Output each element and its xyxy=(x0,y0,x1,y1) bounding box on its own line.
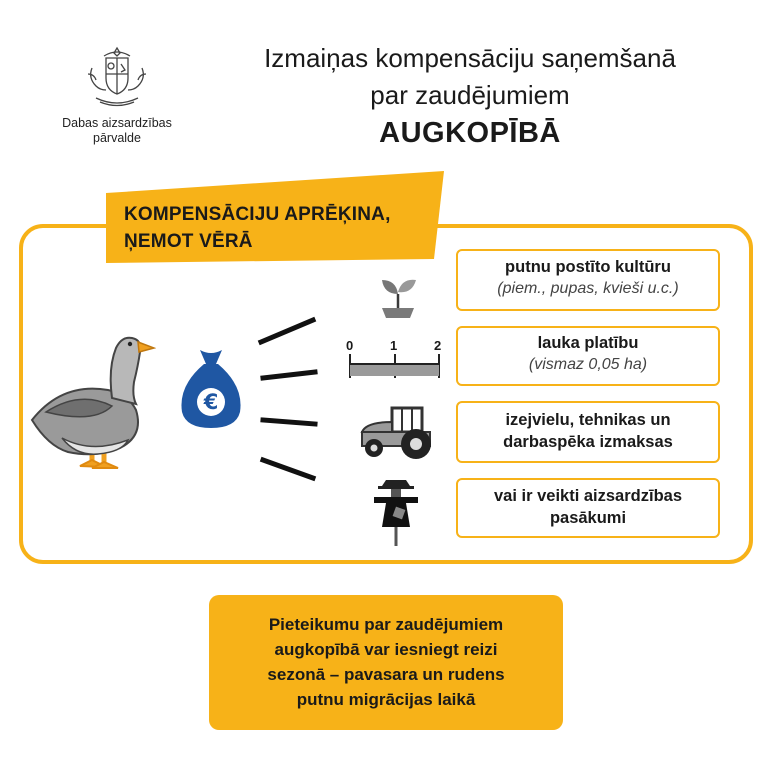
logo-text-line2: pārvalde xyxy=(93,131,141,145)
connector-line-4 xyxy=(263,460,313,478)
criterion-protection-line1: vai ir veikti aizsardzības xyxy=(493,487,683,505)
note-line-2: augkopībā var iesniegt reizi xyxy=(274,640,498,659)
scarecrow-icon xyxy=(374,478,418,553)
title-line-2: par zaudējumiem xyxy=(370,80,570,110)
sprout-icon xyxy=(378,272,418,323)
coat-of-arms-icon xyxy=(82,44,152,110)
banner-line-2: ŅEMOT VĒRĀ xyxy=(124,231,253,252)
connector-line-2 xyxy=(263,372,315,378)
criterion-box-crops xyxy=(456,249,720,311)
title-line-1: Izmaiņas kompensāciju saņemšanā xyxy=(264,43,676,73)
criterion-crops-note: (piem., pupas, kvieši u.c.) xyxy=(497,280,679,297)
criterion-box-protection xyxy=(456,478,720,538)
note-line-3: sezonā – pavasara un rudens xyxy=(267,665,505,684)
note-line-4: putnu migrācijas laikā xyxy=(296,690,476,709)
logo-text-line1: Dabas aizsardzības xyxy=(62,116,172,130)
scale-tick-0: 0 xyxy=(346,338,354,353)
tractor-icon xyxy=(358,404,436,465)
criterion-protection-line2: pasākumi xyxy=(549,509,627,527)
criterion-crops-title: putnu postīto kultūru xyxy=(505,258,671,276)
application-note xyxy=(209,595,563,730)
euro-money-bag-icon xyxy=(180,346,242,435)
criterion-box-area xyxy=(456,326,720,386)
svg-text:€: € xyxy=(203,390,219,414)
connector-line-1 xyxy=(261,320,313,342)
organization-logo xyxy=(52,44,182,146)
criterion-area-title: lauka platību xyxy=(537,334,639,352)
connector-lines xyxy=(255,312,335,487)
section-banner xyxy=(106,171,444,263)
ruler-icon xyxy=(346,338,444,380)
note-line-1: Pieteikumu par zaudējumiem xyxy=(268,615,504,634)
criterion-costs-line1: izejvielu, tehnikas un xyxy=(505,411,671,429)
banner-line-1: KOMPENSĀCIJU APRĒĶINA, xyxy=(124,204,391,225)
criterion-box-costs xyxy=(456,401,720,463)
criterion-costs-line2: darbaspēka izmaksas xyxy=(503,433,673,451)
criterion-area-note: (vismaz 0,05 ha) xyxy=(528,356,648,373)
title-line-3: AUGKOPĪBĀ xyxy=(379,117,561,149)
page-title xyxy=(200,40,740,152)
goose-icon xyxy=(28,328,156,483)
scale-tick-1: 1 xyxy=(390,338,398,353)
connector-line-3 xyxy=(263,420,315,424)
scale-tick-2: 2 xyxy=(434,338,442,353)
